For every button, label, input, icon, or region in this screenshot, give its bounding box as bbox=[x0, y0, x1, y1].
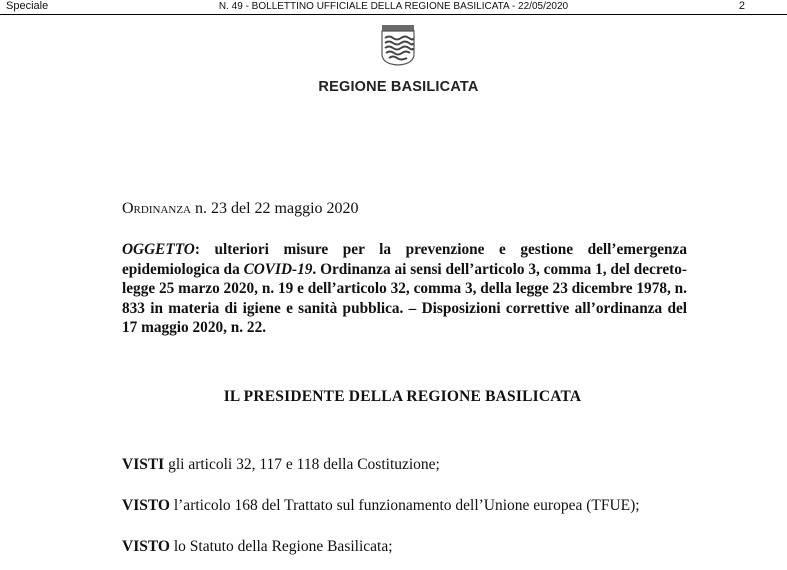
visto-text: l’articolo 168 del Trattato sul funzionamento dell’Unione europea (TFUE); bbox=[169, 497, 640, 514]
oggetto-text-2: . Ordinanza ai sensi dell’articolo 3, comma 1, del decreto-legge 25 marzo 2020, n. 19 e dell’articolo 32, comma 3, della legge 23 dicembre 1978, n. 833 in materia di igiene e sanità pubblica. – Disposizioni correttive all’ordinanza del 17 maggio 2020, n. 22. bbox=[122, 260, 687, 336]
visto-label: VISTO bbox=[122, 538, 170, 555]
visto-line bbox=[122, 456, 440, 474]
visto-line bbox=[122, 497, 640, 515]
president-title: IL PRESIDENTE DELLA REGIONE BASILICATA bbox=[223, 388, 582, 405]
header-section-label: Speciale bbox=[6, 0, 49, 12]
page-number: 2 bbox=[738, 0, 745, 12]
visto-label: VISTI bbox=[122, 456, 165, 473]
oggetto-label: OGGETTO bbox=[122, 241, 195, 258]
oggetto-covid: COVID-19 bbox=[243, 260, 313, 278]
ordinanza-line bbox=[122, 200, 359, 218]
oggetto-paragraph bbox=[122, 240, 687, 338]
page-header bbox=[0, 0, 787, 15]
ordinanza-number: n. 23 del 22 maggio 2020 bbox=[195, 200, 359, 217]
header-bulletin-title: N. 49 - BOLLETTINO UFFICIALE DELLA REGIONE BASILICATA - 22/05/2020 bbox=[218, 1, 569, 12]
visto-text: lo Statuto della Regione Basilicata; bbox=[169, 538, 393, 555]
visto-line bbox=[122, 538, 393, 556]
ordinanza-label: Ordinanza bbox=[122, 200, 191, 217]
visto-label: VISTO bbox=[122, 497, 170, 514]
oggetto-text-1: : ulteriori misure per la prevenzione e gestione dell’emergenza epidemiologica da bbox=[122, 241, 687, 278]
visto-text: gli articoli 32, 117 e 118 della Costituzione; bbox=[164, 456, 440, 473]
region-name: REGIONE BASILICATA bbox=[318, 79, 479, 95]
coat-of-arms-icon bbox=[381, 24, 415, 66]
